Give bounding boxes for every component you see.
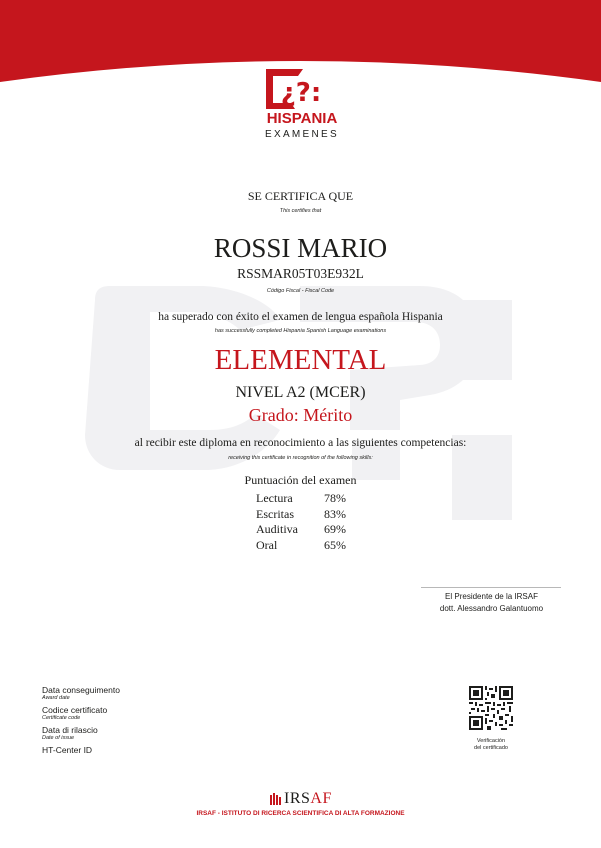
- irsaf-logo: [270, 790, 332, 808]
- meta-label: Codice certificato: [42, 705, 108, 715]
- signature-line: [421, 587, 561, 588]
- candidate-name: ROSSI MARIO: [213, 233, 388, 263]
- meta-certificate-code: [42, 706, 107, 722]
- logo-brand: HISPANIA: [266, 110, 338, 127]
- meta-issue-date: [42, 726, 98, 742]
- score-value: 78%: [324, 491, 346, 505]
- meta-sublabel: Date of issue: [42, 735, 75, 741]
- score-label: Oral: [256, 537, 278, 552]
- meta-label: Data conseguimento: [42, 685, 120, 695]
- grade: Grado: Mérito: [248, 405, 353, 425]
- score-value: 69%: [324, 522, 346, 536]
- irsaf-prefix: IRS: [284, 790, 311, 807]
- score-value: 83%: [324, 506, 346, 521]
- logo-tagline: EXAMENES: [265, 129, 339, 140]
- score-row: [256, 538, 346, 554]
- fiscal-code-label: Código Fiscal - Fiscal Code: [266, 288, 335, 294]
- score-label: Auditiva: [256, 522, 298, 536]
- certify-heading-en: This certifies that: [279, 208, 322, 214]
- competencies-text: al recibir este diploma en reconocimiento a las siguientes competencias:: [134, 437, 467, 449]
- signature-name: dott. Alessandro Galantuomo: [439, 604, 544, 613]
- meta-label: HT-Center ID: [42, 745, 93, 755]
- meta-label: Data di rilascio: [42, 725, 98, 735]
- score-label: Lectura: [256, 491, 293, 505]
- meta-sublabel: Certificate code: [42, 715, 81, 721]
- irsaf-emblem-icon: [270, 793, 282, 805]
- score-label: Escritas: [256, 506, 294, 521]
- passed-text: ha superado con éxito el examen de lengua española Hispania: [158, 311, 443, 323]
- qr-code[interactable]: [469, 686, 513, 730]
- meta-sublabel: Award date: [42, 695, 70, 701]
- meta-award-date: [42, 686, 120, 702]
- institute-name: IRSAF - ISTITUTO DI RICERCA SCIENTIFICA DI ALTA FORMAZIONE: [196, 810, 405, 817]
- score-row: [256, 491, 346, 507]
- meta-htcenter-id: [42, 746, 92, 755]
- certify-heading: SE CERTIFICA QUE: [247, 189, 354, 203]
- qr-caption: [462, 738, 520, 751]
- level-code: NIVEL A2 (MCER): [235, 384, 366, 401]
- qr-caption-line1: Verificación: [476, 738, 506, 744]
- fiscal-code: RSSMAR05T03E932L: [237, 266, 364, 281]
- passed-text-en: has successfully completed Hispania Spanish Language examinations: [214, 328, 387, 334]
- scores-title: Puntuación del examen: [244, 473, 357, 487]
- scores-table: [256, 491, 346, 553]
- qr-caption-line2: del certificado: [474, 744, 508, 751]
- score-value: 65%: [324, 537, 346, 552]
- competencies-text-en: receiving this certificate in recognition of the following skills:: [228, 455, 373, 461]
- logo-symbol: ¿?:: [280, 78, 322, 108]
- signature-title: El Presidente de la IRSAF: [445, 592, 538, 601]
- irsaf-suffix: AF: [310, 790, 332, 807]
- level-name: ELEMENTAL: [214, 344, 387, 376]
- score-row: [256, 522, 346, 538]
- hispania-logo: [257, 67, 347, 141]
- score-row: [256, 507, 346, 523]
